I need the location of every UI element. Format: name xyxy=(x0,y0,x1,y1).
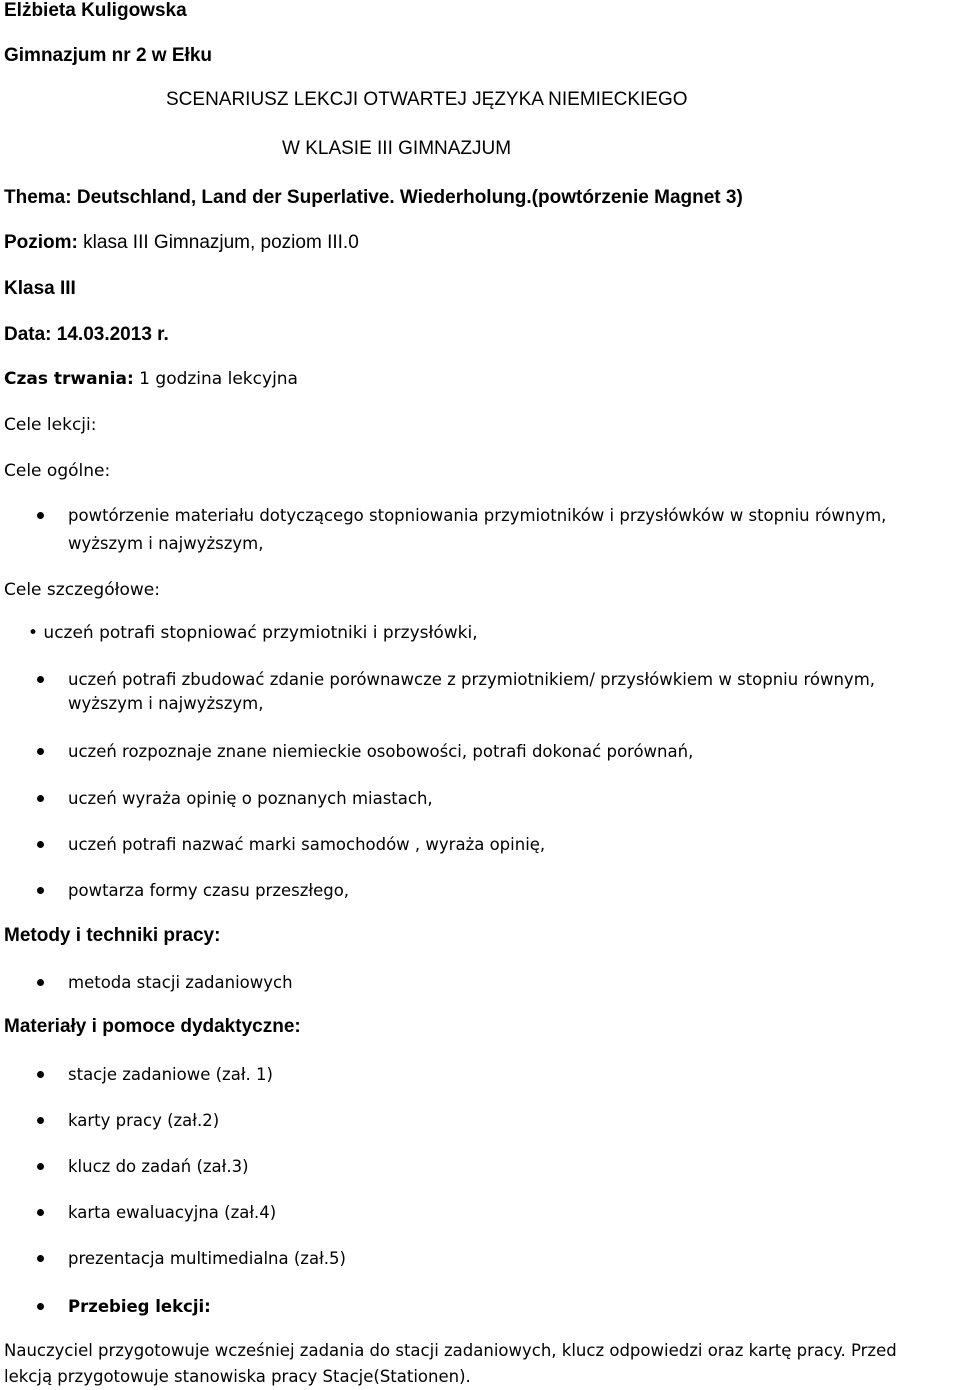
bullet-icon xyxy=(37,1071,44,1078)
school-name: Gimnazjum nr 2 w Ełku xyxy=(4,45,212,66)
list-item-line: uczeń rozpoznaje znane niemieckie osobowości, potrafi dokonać porównań, xyxy=(68,742,694,761)
czas-line xyxy=(4,368,298,390)
czas-value: 1 godzina lekcyjna xyxy=(133,369,298,389)
czas-label: Czas trwania: xyxy=(4,369,134,389)
list-item-line: karty pracy (zał.2) xyxy=(68,1111,220,1130)
list-item: • uczeń potrafi stopniować przymiotniki i przysłówki, xyxy=(28,623,478,643)
bullet-icon xyxy=(37,748,44,755)
bullet-icon xyxy=(37,1117,44,1124)
list-item-line: uczeń potrafi nazwać marki samochodów , wyraża opinię, xyxy=(68,835,546,854)
bullet-icon xyxy=(37,1303,44,1310)
klasa-line: Klasa III xyxy=(4,278,76,299)
list-item-line: uczeń potrafi zbudować zdanie porównawcze z przymiotnikiem/ przysłówkiem w stopniu równym, xyxy=(68,670,876,689)
document-subtitle: W KLASIE III GIMNAZJUM xyxy=(282,138,512,159)
cele-heading: Cele lekcji: xyxy=(4,415,97,435)
przebieg-heading: Przebieg lekcji: xyxy=(68,1297,211,1316)
poziom-line xyxy=(4,232,359,254)
cele-szczegolowe-heading: Cele szczegółowe: xyxy=(4,580,160,600)
paragraph-line: lekcją przygotowuje stanowiska pracy Stacje(Stationen). xyxy=(4,1367,471,1386)
bullet-icon xyxy=(37,979,44,986)
author-name: Elżbieta Kuligowska xyxy=(4,0,187,21)
list-item-line: powtarza formy czasu przeszłego, xyxy=(68,881,350,900)
bullet-icon xyxy=(37,1255,44,1262)
paragraph-line: Nauczyciel przygotowuje wcześniej zadania do stacji zadaniowych, klucz odpowiedzi oraz kartę pracy. Przed xyxy=(4,1341,897,1360)
bullet-icon xyxy=(37,795,44,802)
list-item-line: klucz do zadań (zał.3) xyxy=(68,1157,249,1176)
bullet-icon xyxy=(37,512,44,519)
cele-ogolne-heading: Cele ogólne: xyxy=(4,461,111,481)
list-item-line: wyższym i najwyższym, xyxy=(68,534,264,553)
poziom-label: Poziom: xyxy=(4,232,78,253)
list-item-line: metoda stacji zadaniowych xyxy=(68,973,293,992)
bullet-icon xyxy=(37,676,44,683)
materialy-heading: Materiały i pomoce dydaktyczne: xyxy=(4,1016,301,1037)
bullet-icon xyxy=(37,1163,44,1170)
list-item-line: powtórzenie materiału dotyczącego stopniowania przymiotników i przysłówków w stopniu równym, xyxy=(68,506,887,525)
bullet-icon xyxy=(37,1209,44,1216)
list-item-line: uczeń wyraża opinię o poznanych miastach, xyxy=(68,789,433,808)
bullet-icon xyxy=(37,841,44,848)
list-item-line: prezentacja multimedialna (zał.5) xyxy=(68,1249,346,1268)
data-line: Data: 14.03.2013 r. xyxy=(4,324,169,345)
list-item-line: karta ewaluacyjna (zał.4) xyxy=(68,1203,277,1222)
poziom-value: klasa III Gimnazjum, poziom III.0 xyxy=(77,232,359,253)
bullet-icon xyxy=(37,887,44,894)
przebieg-paragraph xyxy=(4,1338,958,1390)
metody-heading: Metody i techniki pracy: xyxy=(4,925,221,946)
list-item-line: stacje zadaniowe (zał. 1) xyxy=(68,1065,273,1084)
thema-line: Thema: Deutschland, Land der Superlative. Wiederholung.(powtórzenie Magnet 3) xyxy=(4,187,743,208)
document-title: SCENARIUSZ LEKCJI OTWARTEJ JĘZYKA NIEMIECKIEGO xyxy=(166,89,688,110)
list-item-line: wyższym i najwyższym, xyxy=(68,694,264,713)
